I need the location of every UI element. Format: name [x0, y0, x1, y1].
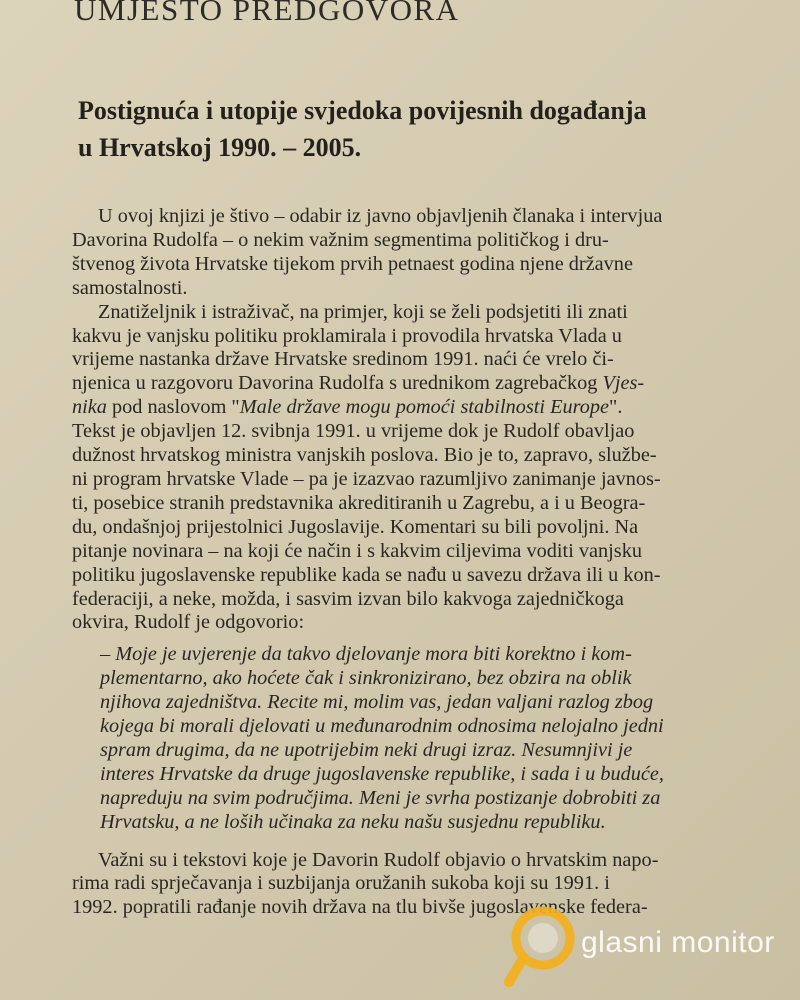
watermark [503, 898, 800, 988]
text-line: federaciji, a neke, možda, i sasvim izvan bilo kakvoga zajedničkoga [72, 587, 624, 610]
block-quote [72, 643, 794, 834]
text-line: štvenog života Hrvatske tijekom prvih petnaest godina njene državne [72, 252, 633, 275]
quote-line: kojega bi morali djelovati u međunarodnim odnosima nelojalno jedni [100, 715, 664, 738]
text-line: samostalnosti. [72, 276, 188, 299]
paragraph-foreign-policy [72, 301, 794, 636]
quote-line: napreduju na svim područjima. Meni je svrha postizanje dobrobiti za [100, 786, 661, 809]
newspaper-name: nika [72, 396, 107, 419]
quote-line: interes Hrvatske da druge jugoslavenske republike, i sada i u buduće, [100, 762, 664, 785]
article-title: Male države mogu pomoći stabilnosti Europe [239, 396, 610, 419]
paragraph-intro [72, 205, 794, 301]
body-text [72, 205, 794, 920]
text-line: okvira, Rudolf je odgovorio: [72, 611, 305, 634]
text-line: ti, posebice stranih predstavnika akreditiranih u Zagrebu, a i u Beogra- [72, 491, 646, 514]
newspaper-name: Vjes- [602, 372, 645, 395]
text-line: ni program hrvatske Vlade – pa je izazvao razumljivo zanimanje javnos- [72, 467, 661, 490]
text-line: 1992. popratili rađanje novih država na tlu bivše jugoslavenske federa- [72, 896, 648, 919]
quote-line: Hrvatsku, a ne loših učinaka za neku našu susjednu republiku. [100, 810, 606, 833]
text-line: rima radi sprječavanja i suzbijanja oružanih sukoba koji su 1991. i [72, 872, 610, 895]
text-line: du, ondašnjoj prijestolnici Jugoslavije. Komentari su bili povoljni. Na [72, 515, 639, 538]
magnifier-logo-icon [503, 898, 583, 994]
quote-line: njihova zajedništva. Recite mi, molim vas, jedan valjani razlog zbog [100, 691, 654, 714]
chapter-title: UMJESTO PREDGOVORA [74, 0, 460, 27]
subtitle-line-2: u Hrvatskoj 1990. – 2005. [78, 133, 362, 162]
quote-line: spram drugima, da ne upotrijebim neki drugi izraz. Nesumnjivi je [100, 738, 633, 761]
quote-line: plementarno, ako hoćete čak i sinkronizirano, bez obzira na oblik [100, 667, 632, 690]
text-line: U ovoj knjizi je štivo – odabir iz javno objavljenih članaka i intervjua [98, 205, 663, 227]
text-line: vrijeme nastanka države Hrvatske sredinom 1991. naći će vrelo či- [72, 348, 614, 371]
text-segment: njenica u razgovoru Davorina Rudolfa s urednikom zagrebačkog [72, 372, 603, 395]
text-line: Znatiželjnik i istraživač, na primjer, koji se želi podsjetiti ili znati [98, 300, 628, 323]
watermark-text: glasni monitor [581, 926, 775, 959]
text-line: dužnost hrvatskog ministra vanjskih poslova. Bio je to, zapravo, službe- [72, 444, 657, 467]
text-line: kakvu je vanjsku politiku proklamirala i provodila hrvatska Vlada u [72, 324, 622, 347]
text-line: Davorina Rudolfa – o nekim važnim segmentima političkog i dru- [72, 228, 609, 251]
text-line: Važni su i tekstovi koje je Davorin Rudolf objavio o hrvatskim napo- [98, 848, 659, 871]
section-subtitle [78, 92, 758, 166]
text-line: pitanje novinara – na koji će način i s kakvim ciljevima voditi vanjsku [72, 539, 642, 562]
subtitle-line-1: Postignuća i utopije svjedoka povijesnih događanja [78, 96, 647, 125]
text-line [72, 396, 794, 420]
quote-line: – Moje je uvjerenje da takvo djelovanje mora biti korektno i kom- [100, 643, 632, 666]
text-line [72, 372, 794, 396]
text-line: politiku jugoslavenske republike kada se nađu u savezu država ili u kon- [72, 563, 661, 586]
text-segment: ". [609, 396, 623, 419]
text-segment: pod naslovom " [106, 396, 240, 419]
text-line: Tekst je objavljen 12. svibnja 1991. u vrijeme dok je Rudolf obavljao [72, 420, 635, 443]
